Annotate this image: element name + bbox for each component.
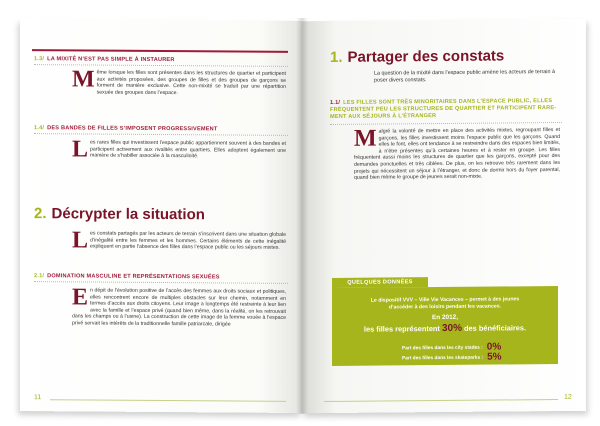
stat-label: Part des filles dans les city stades : (402, 345, 483, 352)
key-figures-tab: QUELQUES DONNÉES (332, 277, 428, 288)
footer-rule (50, 399, 286, 402)
stat-skateparks (402, 351, 502, 363)
section-1-1-body (354, 127, 560, 182)
chapter-title: Décrypter la situation (51, 205, 205, 224)
section-1-4-body (72, 136, 286, 163)
section-number: 1.1/ (330, 99, 341, 106)
headline-prefix: les filles représentent (363, 324, 440, 334)
heading-line-2: FRÉQUENTENT PEU LES STRUCTURES DE QUARTIER ET PARTICIPENT RARE- (330, 105, 557, 113)
figures-headline (332, 322, 558, 335)
section-1-1-heading (330, 98, 556, 121)
section-number: 2.1/ (34, 273, 45, 280)
headline-suffix: des bénéficiaires. (464, 323, 527, 333)
section-2-1-heading (34, 273, 220, 280)
section-title: LA MIXITÉ N’EST PAS SIMPLE À INSTAURER (47, 56, 175, 64)
paragraph-text: algré la volonté de mettre en place des activités mixtes, regroupant filles et garçons, les filles investissent moins l’espace public que les garçons. Quand elles le font, elles ont tendance à se restreindre dans des espaces bien limités, à n’être présentes qu’à certaines heures et à rester en groupe. Les filles fréquentent aussi moins les structures de quartier que les garçons, excepté pour des demandes ponctuelles et très ciblées. De plus, on les retrouve très rarement dans les projets qui nécessitent un séjour à l’étranger, et donc de dormir hors du foyer parental, quand bien même le groupe de jeunes serait non-mixte. (354, 126, 560, 181)
drop-cap: M (72, 66, 95, 93)
stat-value: 0% (486, 341, 502, 353)
figures-line-2: d’accéder à des loisirs pendant les vacances. (388, 303, 502, 311)
book-gutter (296, 18, 308, 414)
section-1-3-body (72, 66, 286, 97)
heading-divider (330, 122, 562, 125)
drop-cap: E (72, 284, 89, 311)
chapter-2-intro (72, 227, 286, 254)
section-title: DES BANDES DE FILLES S’IMPOSENT PROGRESSIVEMENT (47, 125, 218, 133)
top-red-rule (32, 49, 288, 53)
section-1-4-heading (34, 125, 218, 132)
drop-cap: L (72, 227, 89, 254)
stat-value: 5% (487, 351, 502, 363)
key-figures-box (332, 286, 558, 366)
heading-text: LES FILLES SONT TRÈS MINORITAIRES DANS L’ESPACE PUBLIC, ELLES (343, 98, 553, 106)
chapter-title: Partager des constats (347, 47, 505, 66)
section-1-3-heading (34, 56, 175, 63)
page-number: 12 (564, 393, 572, 401)
chapter-1-intro: La question de la mixité dans l’espace public amène les acteurs de terrain à poser divers constats. (374, 69, 555, 84)
headline-percent: 30% (441, 322, 462, 335)
page-number: 11 (34, 394, 42, 402)
figures-year: En 2012, (432, 313, 458, 322)
section-2-1-body (72, 284, 286, 328)
paragraph-text: n dépit de l’évolution positive de l’accès des femmes aux droits sociaux et politiques, elles rencontrent encore de multiples obstacles sur leur chemin, notamment en termes d’accès aux droits citoyens. Leur image a longtemps été restreinte à leur lien avec la famille et l’espace privé (quand bien même, dans la réalité, on les retrouvait dans les champs ou à l’usine). La construction de cette image de la femme vouée à l’espace privé servait les intérêts de la traditionnelle famille patriarcale, dirigée (72, 287, 286, 328)
left-page (20, 19, 302, 413)
footer-rule (324, 399, 558, 402)
paragraph-text: es constats partagés par les acteurs de terrain s’inscrivent dans une situation globale d’inégalité entre les femmes et les hommes. Certains éléments de cette inégalité expliquent en partie l’absence des filles dans l’espace public ou les séjours mixtes. (90, 230, 286, 252)
right-page (302, 19, 586, 413)
paragraph-text: es rares filles qui investissent l’espace public appartiennent souvent à des bandes et participent activement aux rivalités entre quartiers. Elles adoptent également une manière de s’habiller associée à la masculinité. (90, 139, 286, 160)
section-number: 1.3/ (34, 56, 45, 63)
drop-cap: L (72, 136, 89, 163)
paragraph-text: ême lorsque les filles sont présentes dans les structures de quartier et participent aux activités proposées, des groupes de filles et des groupes de garçons se forment de manière exclusive. Cette non-mixité se traduit par une répartition sexuée des groupes dans l’espace. (96, 69, 286, 96)
chapter-number: 2. (34, 205, 47, 223)
heading-line-3: MENT AUX SÉJOURS À L’ÉTRANGER (330, 113, 437, 120)
section-title: DOMINATION MASCULINE ET REPRÉSENTATIONS SEXUÉES (47, 273, 220, 281)
stat-label: Part des filles dans les skateparks : (402, 355, 484, 362)
chapter-1-title (330, 47, 504, 66)
drop-cap: M (354, 125, 377, 152)
chapter-2-title (34, 205, 205, 223)
section-number: 1.4/ (34, 125, 45, 132)
figures-line-1: Le dispositif VVV – Ville Vie Vacances – permet à des jeunes (370, 296, 520, 304)
chapter-number: 1. (330, 48, 343, 66)
